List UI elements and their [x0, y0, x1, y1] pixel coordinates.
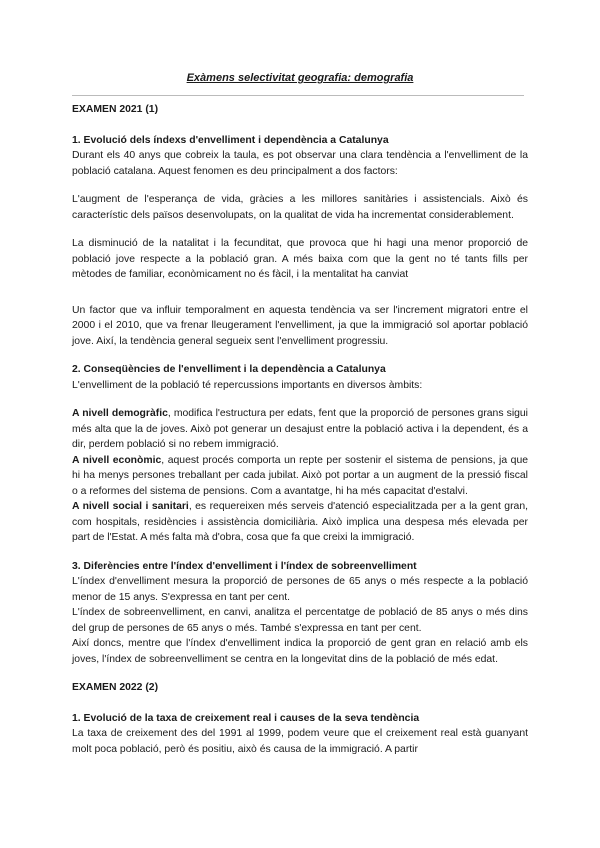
exam-2021-section-3-paragraph: L'índex d'envelliment mesura la proporció de persones de 65 anys o més respecte a la població menor de 15 anys. S'expressa en tant per cent. [72, 576, 528, 603]
exam-2021-heading: EXAMEN 2021 (1) [72, 104, 159, 115]
exam-2021-section-3-title: 3. Diferències entre l'índex d'envelliment i l'índex de sobreenvelliment [72, 560, 417, 572]
social-level-label: A nivell social i sanitari [72, 501, 189, 512]
social-level-text: , es requereixen més serveis d'atenció especialitzada per a la gent gran, com hospitals, residències i assistència domiciliària. Això implica una despesa més elevada per part de l'Estat. A més falta mà d'obra, cosa que fa que creixi la immigració. [72, 501, 528, 543]
exam-2021-section-2-intro: L'envelliment de la població té repercussions importants en diversos àmbits: [72, 379, 423, 391]
exam-2021-section-1-paragraph: L'augment de l'esperança de vida, gràcies a les millores sanitàries i assistencials. Això és característic dels països desenvolupats, on la qualitat de vida ha incrementat considerablement. [72, 194, 528, 221]
exam-2022-section-1-title: 1. Evolució de la taxa de creixement real i causes de la seva tendència [72, 712, 420, 724]
exam-2021-section-2-title: 2. Conseqüències de l'envelliment i la dependència a Catalunya [72, 364, 386, 375]
exam-2021-section-3-paragraph: Així doncs, mentre que l'índex d'envelliment indica la proporció de gent gran en relació amb els joves, l'índex de sobreenvelliment se centra en la longevitat dins de la població de més edat. [72, 638, 528, 665]
exam-2022-section-1-paragraph: La taxa de creixement des del 1991 al 1999, podem veure que el creixement real està guanyant molt poca població, però és positiu, això és causa de la immigració. A partir [72, 728, 528, 755]
title-divider [72, 95, 524, 96]
exam-2021-section-1-paragraph: Un factor que va influir temporalment en aquesta tendència va ser l'increment migratori entre el 2000 i el 2010, que va frenar lleugerament l'envelliment, ja que la immigració sol aportar població jove. Així, la tendència general segueix sent l'envelliment progressiu. [72, 304, 528, 347]
economic-level-label: A nivell econòmic [72, 454, 162, 466]
demographic-level-text: , modifica l'estructura per edats, fent que la proporció de persones grans sigui més alta que la de joves. Això pot generar un desajust entre la població activa i la dependent, és a dir, perdem població si no rebem immigració. [72, 408, 528, 450]
exam-2021-section-1-title: 1. Evolució dels índexs d'envelliment i dependència a Catalunya [72, 134, 389, 146]
document-title: Exàmens selectivitat geografia: demografia [186, 72, 414, 84]
social-level-paragraph [72, 499, 528, 546]
demographic-level-label: A nivell demogràfic [72, 408, 168, 419]
exam-2022-heading: EXAMEN 2022 (2) [72, 682, 159, 693]
document-body [72, 102, 528, 757]
economic-level-text: , aquest procés comporta un repte per sostenir el sistema de pensions, ja que hi ha menys persones treballant per cada jubilat. Això pot portar a un augment de la pressió fiscal o a reformes del sistema de pensions. Com a avantatge, hi ha més capacitat d'estalvi. [72, 454, 528, 497]
exam-2021-section-1-paragraph: Durant els 40 anys que cobreix la taula, es pot observar una clara tendència a l'envelliment de la població catalana. Aquest fenomen es deu principalment a dos factors: [72, 150, 528, 177]
exam-2021-section-3-paragraph: L'índex de sobreenvelliment, en canvi, analitza el percentatge de població de 85 anys o més dins del grup de persones de 65 anys o més. També s'expressa en tant per cent. [72, 607, 528, 634]
exam-2021-section-1-paragraph: La disminució de la natalitat i la fecunditat, que provoca que hi hagi una menor proporció de població jove respecte a la població gran. A més baixa com que la gent no té tants fills per mètodes de familiar, econòmicament no és fàcil, i la mentalitat ha canviat [72, 238, 528, 280]
economic-level-paragraph [72, 453, 528, 500]
demographic-level-paragraph [72, 406, 528, 453]
